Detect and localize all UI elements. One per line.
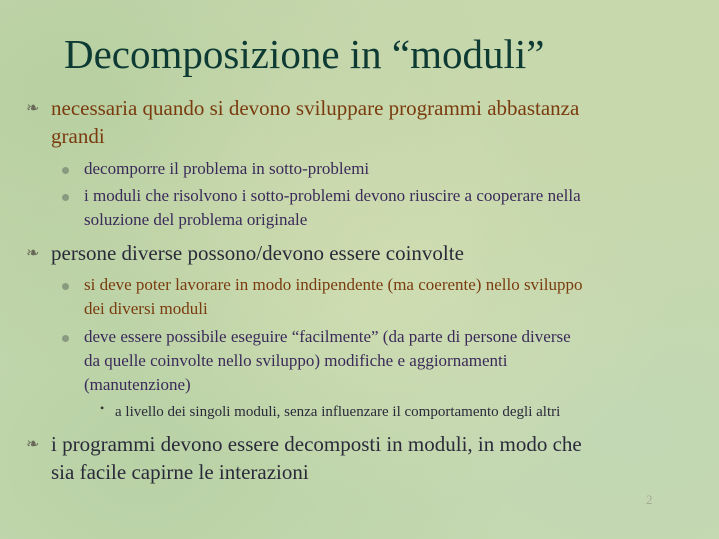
- point-2-sub-2-line-3: (manutenzione): [84, 375, 191, 394]
- point-3: [51, 430, 582, 486]
- point-2-sub-1-line-1: si deve poter lavorare in modo indipendente (ma coerente) nello sviluppo: [84, 275, 583, 294]
- point-3-line-2: sia facile capirne le interazioni: [51, 460, 309, 484]
- point-1: [51, 94, 579, 150]
- point-2-sub-2-line-2: da quelle coinvolte nello sviluppo) modifiche e aggiornamenti: [84, 351, 508, 370]
- point-3-line-1: i programmi devono essere decomposti in moduli, in modo che: [51, 432, 582, 456]
- point-1-sub-2: [84, 184, 581, 232]
- quill-bullet-icon: ❧: [26, 100, 40, 117]
- point-1-sub-2-line-2: soluzione del problema originale: [84, 210, 308, 229]
- point-2-sub-2-line-1: deve essere possibile eseguire “facilmente” (da parte di persone diverse: [84, 327, 571, 346]
- page-number: 2: [646, 492, 653, 507]
- point-1-line-2: grandi: [51, 124, 105, 148]
- slide-title: Decomposizione in “moduli”: [64, 31, 545, 77]
- point-2-sub-2-sub-1: [115, 402, 560, 422]
- point-2-sub-2: [84, 325, 571, 397]
- point-1-sub-1-line-1: decomporre il problema in sotto-problemi: [84, 159, 370, 178]
- quill-bullet-icon: ❧: [26, 436, 40, 453]
- dot-bullet-icon: [62, 335, 69, 342]
- point-1-sub-2-line-1: i moduli che risolvono i sotto-problemi devono riuscire a cooperare nella: [84, 186, 581, 205]
- point-2: [51, 239, 464, 267]
- point-2-sub-1-line-2: dei diversi moduli: [84, 299, 208, 318]
- dot-bullet-icon: [62, 167, 69, 174]
- point-2-line-1: persone diverse possono/devono essere coinvolte: [51, 241, 464, 265]
- quill-bullet-icon: ❧: [26, 245, 40, 262]
- point-1-line-1: necessaria quando si devono sviluppare programmi abbastanza: [51, 96, 580, 120]
- point-2-sub-2-sub-1-line-1: a livello dei singoli moduli, senza influenzare il comportamento degli altri: [115, 404, 561, 420]
- point-1-sub-1: [84, 157, 369, 181]
- dot-bullet-icon: [62, 283, 69, 290]
- small-dot-bullet-icon: •: [100, 401, 105, 415]
- dot-bullet-icon: [62, 194, 69, 201]
- point-2-sub-1: [84, 273, 583, 321]
